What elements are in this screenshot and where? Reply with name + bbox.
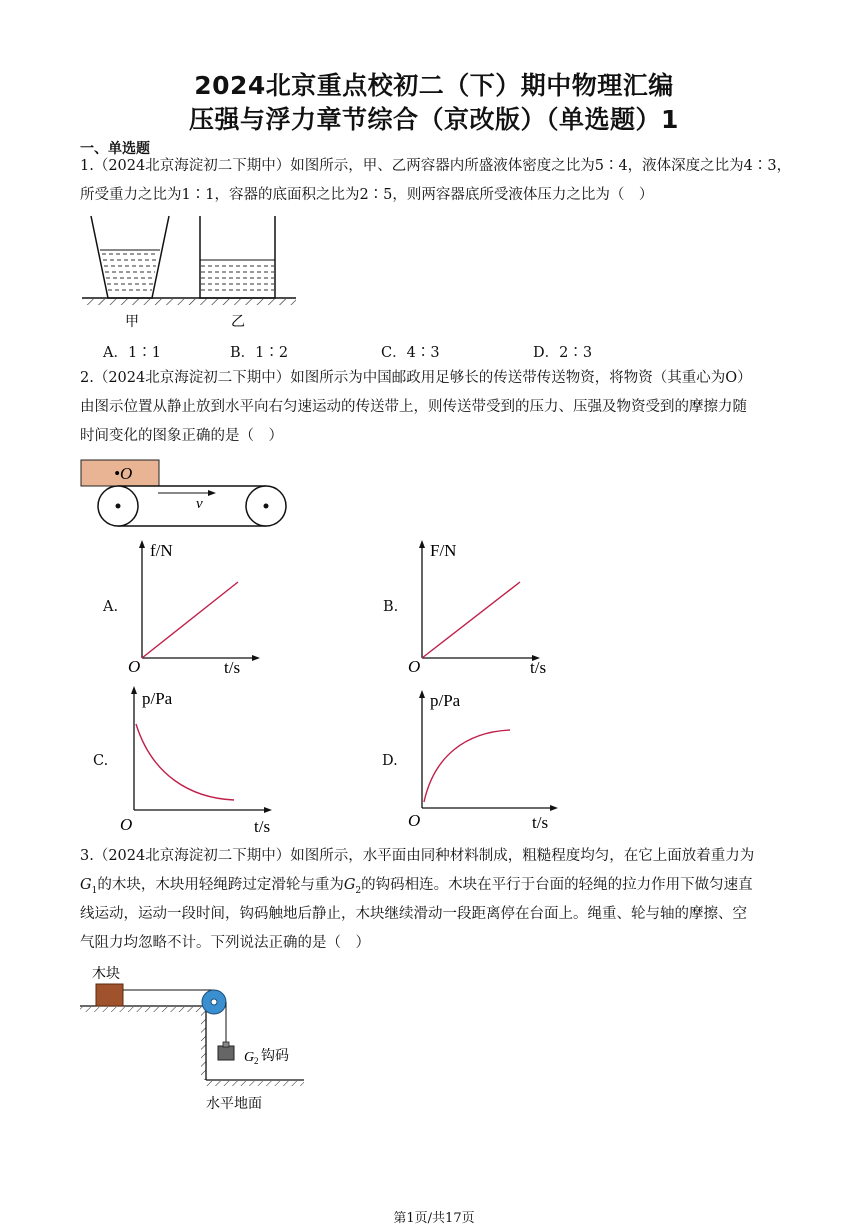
q2-text-line-1: 2.（2024北京海淀初二下期中）如图所示为中国邮政用足够长的传送带传送物资，将物资（其重心为O） [80, 370, 752, 386]
graph-d-ylabel: p/Pa [430, 691, 461, 710]
graph-d-xlabel: t/s [532, 813, 549, 832]
q1-containers-figure [78, 212, 300, 332]
q1-option-b: B．1∶2 [230, 345, 289, 361]
label-yi: 乙 [231, 315, 245, 330]
label-jia: 甲 [125, 315, 139, 330]
title-line-1: 2024北京重点校初二（下）期中物理汇编 [194, 71, 674, 100]
graph-c-curve [136, 724, 234, 800]
q1-option-d: D．2∶3 [533, 345, 593, 361]
label-weight-text: 钩码 [261, 1049, 289, 1064]
q2-option-c: C. [93, 753, 109, 769]
q2-text-line-2: 由图示位置从静止放到水平向右匀速运动的传送带上，则传送带受到的压力、压强及物资受到的摩擦力随 [80, 399, 747, 415]
graph-a-xlabel: t/s [224, 658, 241, 677]
graph-c-origin: O [120, 815, 133, 834]
q3-pulley-figure [78, 960, 308, 1114]
velocity-label: v [196, 496, 203, 512]
container-jia [91, 216, 169, 298]
title-line-2: 压强与浮力章节综合（京改版）（单选题）1 [189, 105, 679, 134]
label-weight-sub: 2 [254, 1056, 259, 1066]
q1-option-a: A．1∶1 [103, 345, 161, 361]
q1-option-c: C．4∶3 [381, 345, 440, 361]
q3-text-line-1: 3.（2024北京海淀初二下期中）如图所示，水平面由同种材料制成，粗糙程度均匀，在它上面放着重力为 [80, 848, 755, 864]
graph-a-line [142, 582, 238, 658]
q1-text-line-1: 1.（2024北京海淀初二下期中）如图所示，甲、乙两容器内所盛液体密度之比为5∶4，液体深度之比为4∶3， [80, 158, 792, 174]
q2-graph-b [400, 536, 550, 678]
label-weight-g: G [244, 1050, 255, 1065]
page-footer: 第1页/共17页 [393, 1211, 475, 1226]
q2-graph-d [400, 684, 560, 838]
q2-option-d: D. [382, 753, 398, 769]
graph-a-origin: O [128, 657, 141, 676]
q2-option-a: A. [103, 599, 119, 615]
q1-text-line-2: 所受重力之比为1∶1，容器的底面积之比为2∶5，则两容器底所受液体压力之比为（ ） [80, 187, 654, 203]
q2-option-b: B. [383, 599, 399, 615]
q3-text-line-3: 线运动，运动一段时间，钩码触地后静止，木块继续滑动一段距离停在台面上。绳重、轮与轴的摩擦、空 [80, 906, 747, 922]
cargo-center-label: •O [114, 464, 133, 483]
section-heading: 一、单选题 [80, 141, 150, 157]
q2-graph-c [112, 680, 282, 838]
label-block: 木块 [92, 967, 120, 982]
graph-b-line [422, 582, 520, 658]
hook-weight [218, 1046, 234, 1060]
q2-conveyor-figure [78, 456, 292, 532]
graph-d-curve [424, 730, 510, 802]
q3-text-line-2: $G_1$的木块，木块用轻绳跨过定滑轮与重为$G_2$的钩码相连。木块在平行于台面的轻绳的拉力作用下做匀速直 [80, 877, 753, 896]
graph-b-ylabel: F/N [430, 541, 457, 560]
graph-b-origin: O [408, 657, 421, 676]
graph-c-xlabel: t/s [254, 817, 271, 836]
graph-a-ylabel: f/N [150, 541, 173, 560]
q3-text-line-4: 气阻力均忽略不计。下列说法正确的是（ ） [80, 935, 370, 951]
q2-text-line-3: 时间变化的图象正确的是（ ） [80, 428, 283, 444]
q2-graph-a [120, 536, 260, 678]
container-yi [200, 216, 275, 298]
label-ground: 水平地面 [206, 1097, 262, 1112]
graph-c-ylabel: p/Pa [142, 689, 173, 708]
graph-d-origin: O [408, 811, 421, 830]
wood-block [96, 984, 123, 1006]
graph-b-xlabel: t/s [530, 658, 547, 677]
